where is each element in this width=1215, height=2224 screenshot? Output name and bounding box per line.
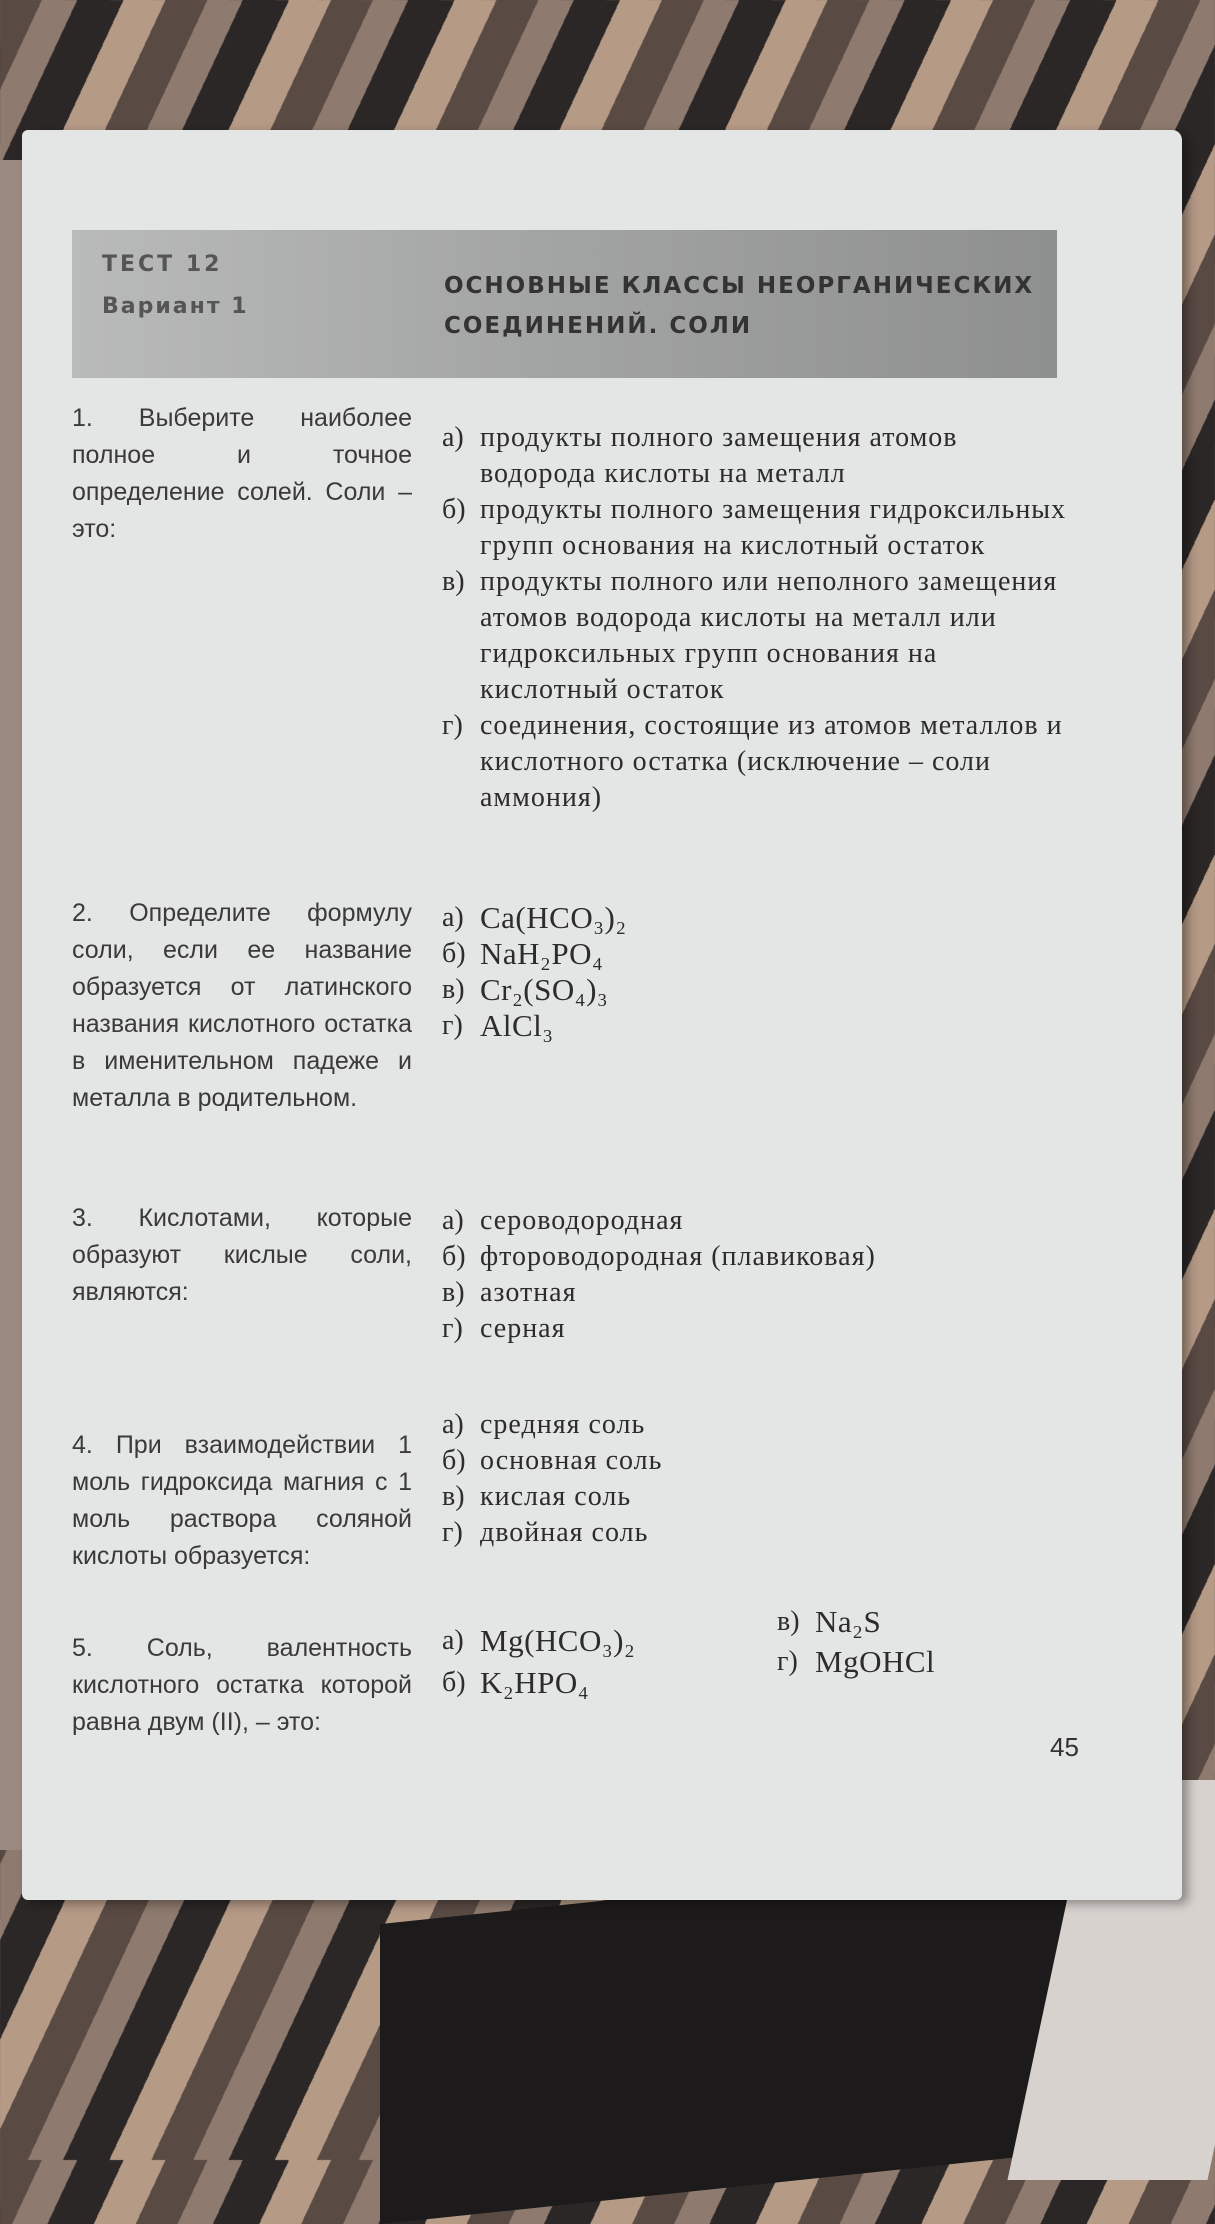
option-text: продукты полного замещения гидроксильных групп основания на кислотный остаток	[480, 494, 1067, 561]
previous-page-edge	[0, 160, 22, 1850]
question-4-option-b	[442, 1443, 1072, 1479]
question-1-option-c	[442, 564, 1072, 708]
option-letter: а)	[442, 1205, 464, 1236]
question-5-option-c	[777, 1602, 1077, 1642]
question-2-option-a	[442, 900, 1072, 936]
option-formula: NaH₂PO₄	[480, 936, 604, 971]
option-text: продукты полного замещения атомов водорода кислоты на металл	[480, 422, 958, 489]
question-3-option-b	[442, 1239, 1072, 1275]
question-2-option-b	[442, 936, 1072, 972]
option-letter: в)	[442, 566, 465, 597]
question-5-text: 5. Соль, валентность кислотного остатка которой равна двум (II), – это:	[72, 1634, 412, 1736]
question-5-option-d	[777, 1642, 1077, 1682]
option-letter: б)	[442, 494, 466, 525]
question-3-options	[442, 1203, 1072, 1347]
option-text: азотная	[480, 1277, 577, 1308]
option-text: средняя соль	[480, 1409, 646, 1440]
option-text: серная	[480, 1313, 566, 1344]
option-letter: в)	[777, 1606, 800, 1637]
question-5-option-a	[442, 1620, 772, 1662]
option-letter: в)	[442, 974, 465, 1005]
option-letter: б)	[442, 938, 466, 969]
option-text: продукты полного или неполного замещения атомов водорода кислоты на металл или гидроксильных групп основания на кислотный остаток	[480, 566, 1058, 705]
option-letter: а)	[442, 1625, 464, 1656]
question-4-option-a	[442, 1407, 1072, 1443]
option-letter: а)	[442, 1409, 464, 1440]
option-letter: а)	[442, 422, 464, 453]
question-4-option-d	[442, 1515, 1072, 1551]
question-5-options-left	[442, 1620, 772, 1704]
question-3-option-d	[442, 1311, 1072, 1347]
question-2-text: 2. Определите формулу соли, если ее название образуется от латинского названия кислотного остатка в именительном падеже и металла в родительном.	[72, 899, 412, 1112]
test-header	[72, 230, 1057, 378]
option-formula: Na₂S	[815, 1604, 882, 1639]
option-text: двойная соль	[480, 1517, 649, 1548]
question-5-option-b	[442, 1662, 772, 1704]
page-number: 45	[1050, 1732, 1079, 1762]
option-text: соединения, состоящие из атомов металлов и кислотного остатка (исключение – соли аммония)	[480, 710, 1063, 813]
question-1-option-a	[442, 420, 1072, 492]
option-letter: г)	[777, 1646, 798, 1677]
option-letter: б)	[442, 1241, 466, 1272]
question-1-option-d	[442, 708, 1072, 816]
option-letter: в)	[442, 1277, 465, 1308]
question-1-text: 1. Выберите наиболее полное и точное определение солей. Соли – это:	[72, 404, 412, 543]
test-title-line-1: ОСНОВНЫЕ КЛАССЫ НЕОРГАНИЧЕСКИХ	[444, 273, 1035, 299]
question-1-option-b	[442, 492, 1072, 564]
option-formula: Ca(HCO₃)₂	[480, 900, 627, 935]
variant-label: Вариант 1	[102, 294, 249, 319]
question-4-text: 4. При взаимодействии 1 моль гидроксида магния с 1 моль раствора соляной кислоты образуется:	[72, 1431, 412, 1570]
option-formula: K₂HPO₄	[480, 1665, 590, 1700]
question-5-options-right	[777, 1602, 1077, 1682]
question-1-options	[442, 420, 1072, 816]
question-4-option-c	[442, 1479, 1072, 1515]
question-2-option-c	[442, 972, 1072, 1008]
option-text: сероводородная	[480, 1205, 684, 1236]
option-letter: г)	[442, 1517, 463, 1548]
test-number: ТЕСТ 12	[102, 252, 223, 277]
test-title-line-2: СОЕДИНЕНИЙ. СОЛИ	[444, 313, 753, 339]
option-text: фтороводородная (плавиковая)	[480, 1241, 876, 1272]
question-3-text: 3. Кислотами, которые образуют кислые соли, являются:	[72, 1204, 412, 1306]
option-letter: г)	[442, 1313, 463, 1344]
option-letter: г)	[442, 710, 463, 741]
option-text: кислая соль	[480, 1481, 632, 1512]
option-formula: MgOHCl	[815, 1644, 936, 1679]
question-3-option-c	[442, 1275, 1072, 1311]
question-4-options	[442, 1407, 1072, 1551]
option-letter: г)	[442, 1010, 463, 1041]
question-2-options	[442, 900, 1072, 1044]
option-formula: AlCl₃	[480, 1008, 554, 1043]
option-formula: Mg(HCO₃)₂	[480, 1623, 636, 1658]
option-letter: а)	[442, 902, 464, 933]
question-2-option-d	[442, 1008, 1072, 1044]
option-letter: в)	[442, 1481, 465, 1512]
option-letter: б)	[442, 1445, 466, 1476]
option-text: основная соль	[480, 1445, 663, 1476]
book-page	[22, 130, 1182, 1900]
option-formula: Cr₂(SO₄)₃	[480, 972, 609, 1007]
test-title	[444, 266, 1044, 346]
question-3-option-a	[442, 1203, 1072, 1239]
option-letter: б)	[442, 1667, 466, 1698]
